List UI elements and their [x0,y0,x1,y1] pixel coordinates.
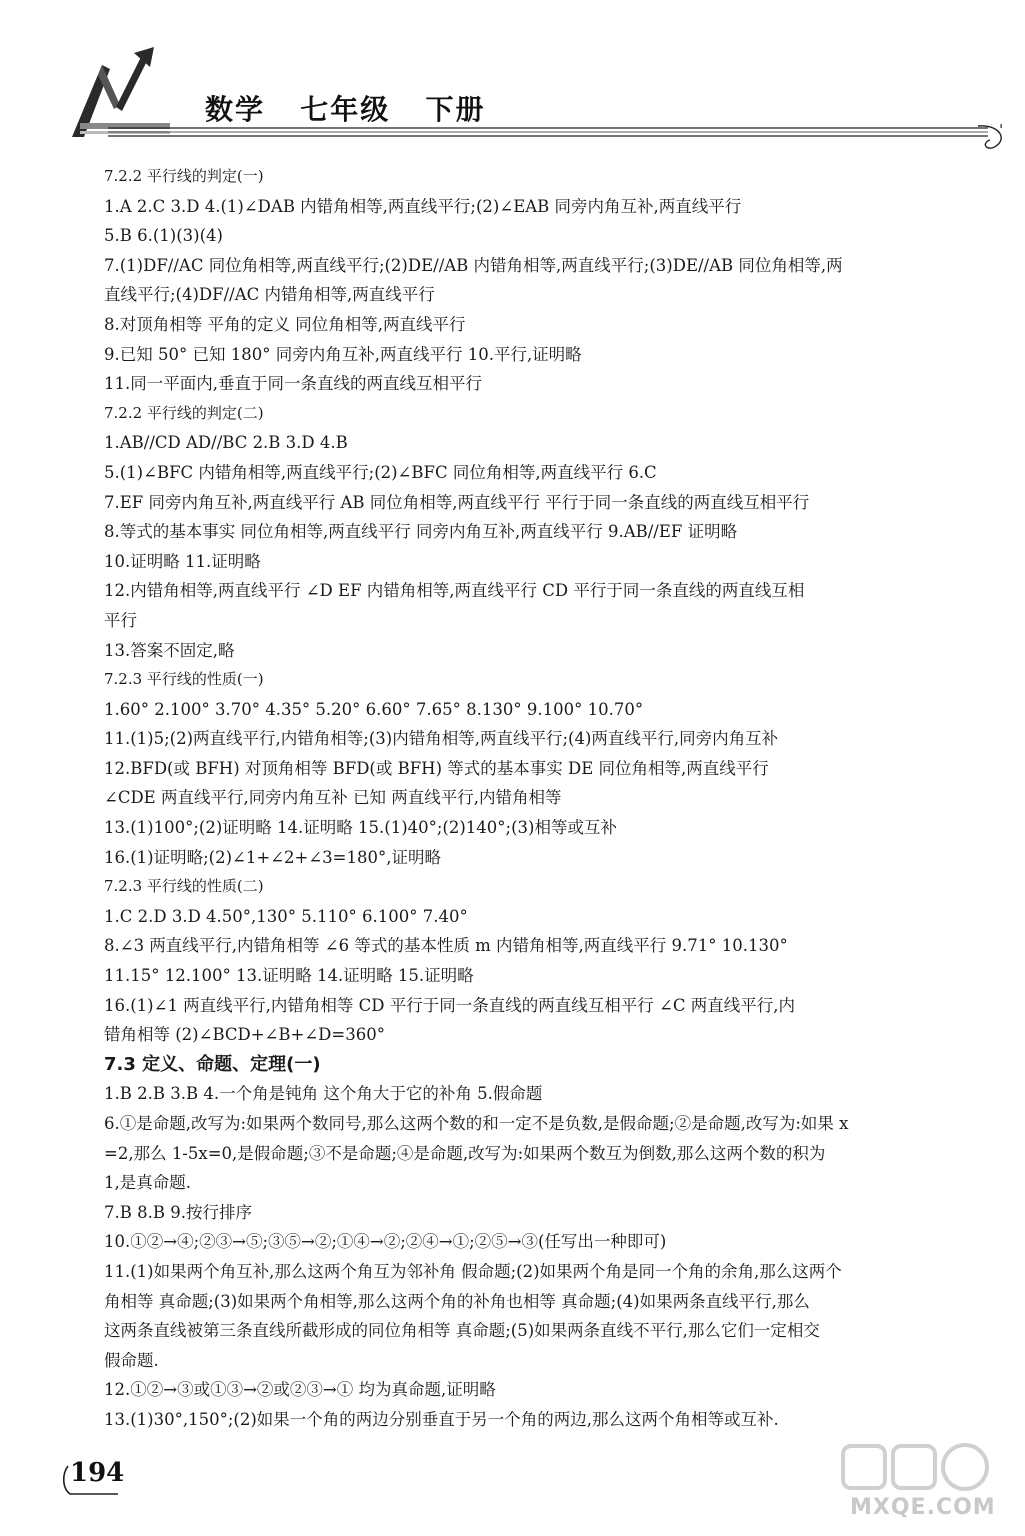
answer-line: 8.∠3 两直线平行,内错角相等 ∠6 等式的基本性质 m 内错角相等,两直线平行 9.71° 10.130° [104,936,788,956]
answer-line: 6.①是命题,改写为:如果两个数同号,那么这两个数的和一定不是负数,是假命题;②是命题,改写为:如果 x [104,1114,849,1133]
answer-line: 7.2.3 平行线的性质(二) [104,877,264,896]
answer-line: 10.证明略 11.证明略 [104,551,261,571]
answer-line: 16.(1)∠1 两直线平行,内错角相等 CD 平行于同一条直线的两直线互相平行 ∠C 两直线平行,内 [104,995,795,1015]
answer-line: 12.内错角相等,两直线平行 ∠D EF 内错角相等,两直线平行 CD 平行于同一条直线的两直线互相 [104,581,805,601]
watermark-text: MXQE.COM [850,1495,996,1520]
page-number: 194 [70,1458,125,1488]
book-title: 数学 七年级 下册 [205,93,486,126]
answer-line: 12.①②→③或①③→②或②③→① 均为真命题,证明略 [104,1380,496,1400]
answer-line: 1.A 2.C 3.D 4.(1)∠DAB 内错角相等,两直线平行;(2)∠EAB 同旁内角互补,两直线平行 [104,196,742,216]
answer-line: 7.EF 同旁内角互补,两直线平行 AB 同位角相等,两直线平行 平行于同一条直线的两直线互相平行 [104,492,810,512]
answer-line: ∠CDE 两直线平行,同旁内角互补 已知 两直线平行,内错角相等 [104,788,562,808]
answer-line: 7.B 8.B 9.按行排序 [104,1202,252,1222]
answer-line: 1.60° 2.100° 3.70° 4.35° 5.20° 6.60° 7.65° 8.130° 9.100° 10.70° [104,699,644,719]
answer-line: 1.C 2.D 3.D 4.50°,130° 5.110° 6.100° 7.40° [104,906,468,926]
page-header [0,0,1025,160]
header-rule [108,124,1013,164]
answer-line: 11.15° 12.100° 13.证明略 14.证明略 15.证明略 [104,966,474,986]
answer-line: 7.3 定义、命题、定理(一) [104,1053,321,1075]
answer-line: 9.已知 50° 已知 180° 同旁内角互补,两直线平行 10.平行,证明略 [104,344,582,364]
answer-line: 1.AB//CD AD//BC 2.B 3.D 4.B [104,433,348,453]
answer-line: 5.B 6.(1)(3)(4) [104,226,223,246]
answer-line: 1.B 2.B 3.B 4.一个角是钝角 这个角大于它的补角 5.假命题 [104,1084,543,1104]
answer-list [104,162,984,1435]
answer-line: 5.(1)∠BFC 内错角相等,两直线平行;(2)∠BFC 同位角相等,两直线平行 6.C [104,462,657,482]
answer-line: 直线平行;(4)DF//AC 内错角相等,两直线平行 [104,285,435,305]
answer-line: =2,那么 1-5x=0,是假命题;③不是命题;④是命题,改写为:如果两个数互为倒数,那么这两个数的积为 [104,1143,826,1163]
answer-line: 10.①②→④;②③→⑤;③⑤→②;①④→②;②④→①;②⑤→③(任写出一种即可) [104,1232,667,1252]
answer-line: 这两条直线被第三条直线所截形成的同位角相等 真命题;(5)如果两条直线不平行,那么它们一定相交 [104,1321,820,1341]
answer-line: 8.等式的基本事实 同位角相等,两直线平行 同旁内角互补,两直线平行 9.AB//EF 证明略 [104,522,738,542]
answer-line: 1,是真命题. [104,1173,191,1193]
answer-line: 7.2.2 平行线的判定(二) [104,403,264,422]
answer-line: 11.(1)5;(2)两直线平行,内错角相等;(3)内错角相等,两直线平行;(4)两直线平行,同旁内角互补 [104,729,779,749]
answer-line: 角相等 真命题;(3)如果两个角相等,那么这两个角的补角也相等 真命题;(4)如果两条直线平行,那么 [104,1291,810,1311]
answer-line: 13.(1)30°,150°;(2)如果一个角的两边分别垂直于另一个角的两边,那么这两个角相等或互补. [104,1409,779,1429]
answer-line: 假命题. [104,1350,159,1370]
answer-line: 7.2.3 平行线的性质(一) [104,670,264,689]
answer-line: 8.对顶角相等 平角的定义 同位角相等,两直线平行 [104,314,466,334]
answer-line: 16.(1)证明略;(2)∠1+∠2+∠3=180°,证明略 [104,847,441,867]
answer-line: 7.2.2 平行线的判定(一) [104,167,264,185]
answer-line: 13.答案不固定,略 [104,640,235,660]
answer-line: 11.(1)如果两个角互补,那么这两个角互为邻补角 假命题;(2)如果两个角是同一个角的余角,那么这两个 [104,1261,842,1281]
answer-line: 11.同一平面内,垂直于同一条直线的两直线互相平行 [104,374,482,394]
answer-line: 13.(1)100°;(2)证明略 14.证明略 15.(1)40°;(2)140°;(3)相等或互补 [104,818,617,838]
answer-line: 错角相等 (2)∠BCD+∠B+∠D=360° [104,1025,385,1045]
answer-line: 12.BFD(或 BFH) 对顶角相等 BFD(或 BFH) 等式的基本事实 DE 同位角相等,两直线平行 [104,758,769,778]
answer-line: 平行 [104,610,137,630]
answer-line: 7.(1)DF//AC 同位角相等,两直线平行;(2)DE//AB 内错角相等,两直线平行;(3)DE//AB 同位角相等,两 [104,255,843,275]
